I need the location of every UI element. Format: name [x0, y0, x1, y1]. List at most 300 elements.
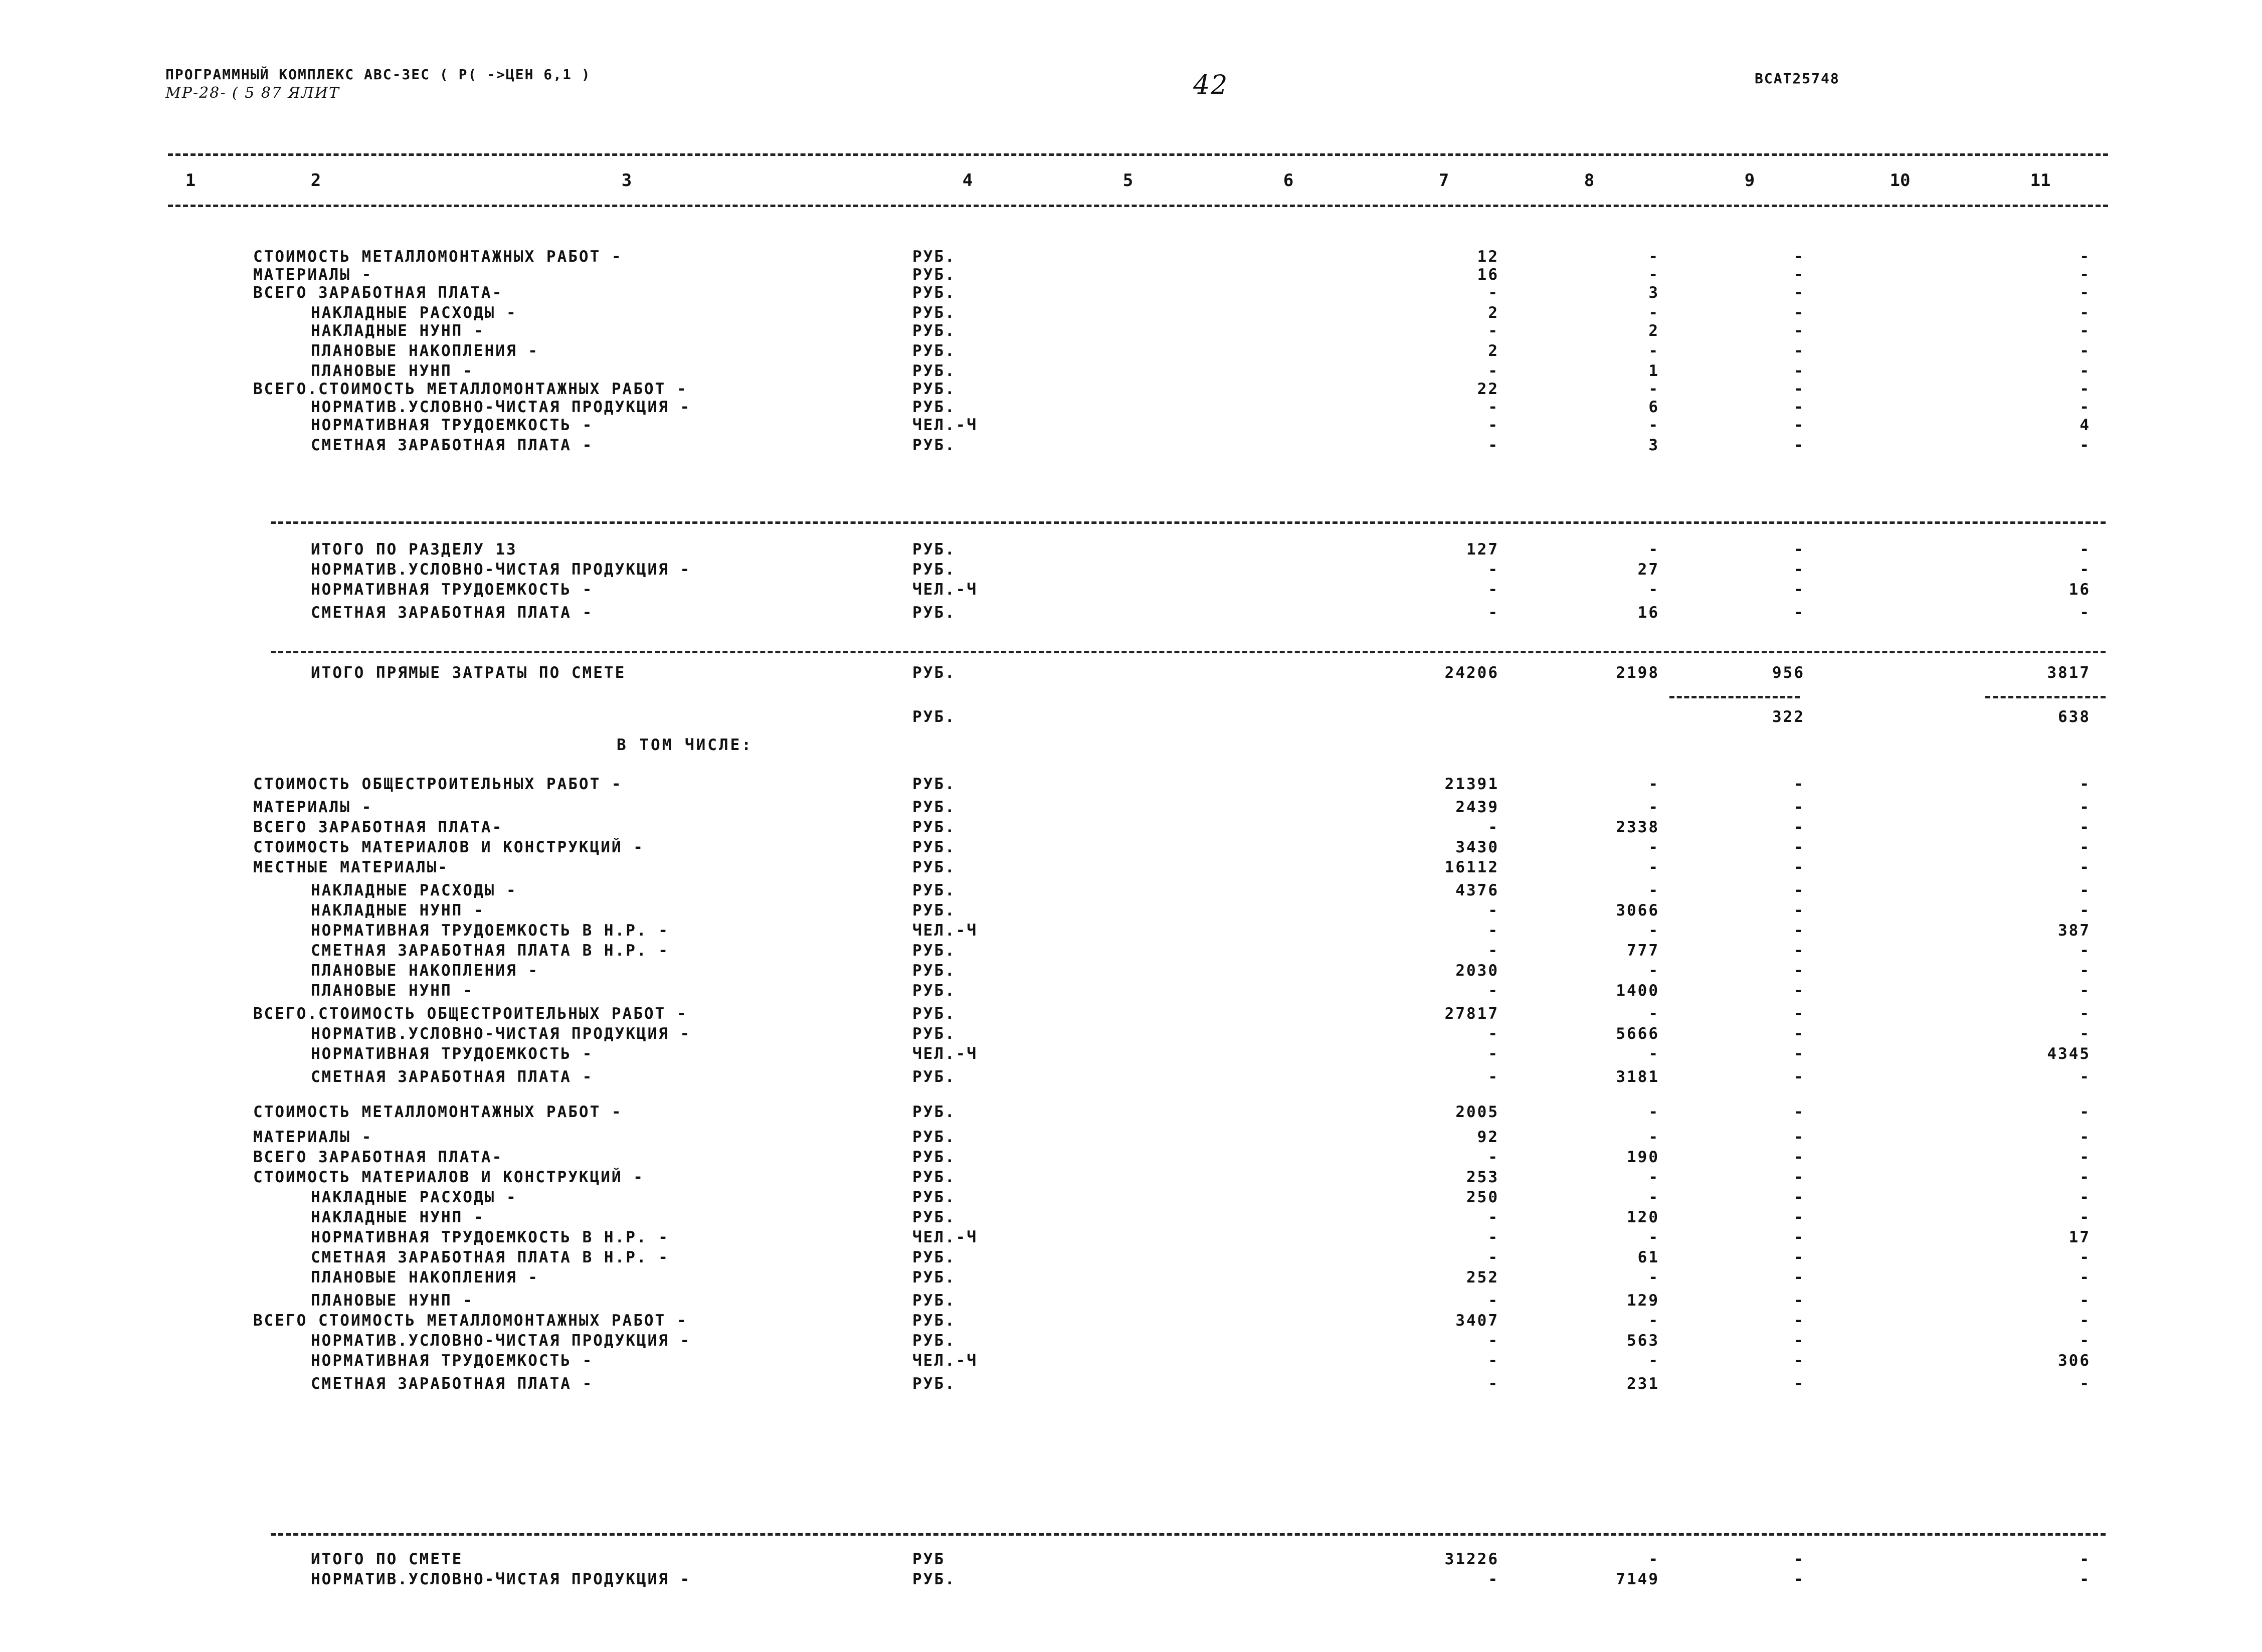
- row-unit: РУБ.: [912, 1068, 956, 1086]
- row-value-col8: -: [1648, 1268, 1659, 1287]
- row-unit: РУБ.: [912, 540, 956, 559]
- row-value-col8: 61: [1637, 1248, 1659, 1266]
- row-value-col9: -: [1794, 818, 1805, 836]
- row-name: СТОИМОСТЬ МАТЕРИАЛОВ И КОНСТРУКЦИЙ -: [253, 838, 644, 856]
- row-value-col9: -: [1794, 561, 1805, 579]
- row-value-col8: 563: [1627, 1332, 1659, 1350]
- row-value-col7: 31226: [1444, 1550, 1499, 1568]
- row-value-col11: -: [2080, 982, 2091, 1000]
- row-unit: ЧЕЛ.-Ч: [912, 1228, 978, 1246]
- row-value-col9: -: [1794, 436, 1805, 454]
- row-value-col7: 16: [1477, 266, 1499, 284]
- rule-after-section-13: [271, 521, 2106, 524]
- row-value-col11: -: [2080, 540, 2091, 559]
- row-value-col11: -: [2080, 284, 2091, 302]
- table-row: [0, 579, 2262, 601]
- row-value-col11: -: [2080, 1103, 2091, 1121]
- row-name: ВСЕГО ЗАРАБОТНАЯ ПЛАТА-: [253, 284, 503, 302]
- row-value-col9: -: [1794, 962, 1805, 980]
- col-8: 8: [1584, 170, 1595, 191]
- table-row: [0, 1330, 2262, 1352]
- row-value-col9: -: [1794, 798, 1805, 816]
- row-name: НОРМАТИВНАЯ ТРУДОЕМКОСТЬ -: [311, 416, 594, 434]
- row-value-col7: -: [1488, 322, 1499, 340]
- table-row: [0, 856, 2262, 878]
- row-value-col7: -: [1488, 922, 1499, 940]
- table-row: [0, 1226, 2262, 1248]
- row-value-col7: 2: [1488, 304, 1499, 322]
- row-value-col7: -: [1488, 362, 1499, 380]
- row-value-col8: 1400: [1616, 982, 1659, 1000]
- row-value-col7: -: [1488, 398, 1499, 416]
- row-value-col8: 3: [1648, 436, 1659, 454]
- row-unit: РУБ.: [912, 284, 956, 302]
- row-value-col11: 4345: [2047, 1045, 2091, 1063]
- row-name: ПЛАНОВЫЕ НУНП -: [311, 982, 474, 1000]
- table-row: [0, 1126, 2262, 1148]
- row-value-col11: -: [2080, 901, 2091, 920]
- row-value-col7: 3430: [1455, 838, 1499, 856]
- page-number: 42: [1193, 70, 1229, 100]
- row-value-col9: -: [1794, 1248, 1805, 1266]
- row-value-col8: -: [1648, 248, 1659, 266]
- row-name: СМЕТНАЯ ЗАРАБОТНАЯ ПЛАТА В Н.Р. -: [311, 1248, 669, 1266]
- row-value-col7: 4376: [1455, 881, 1499, 899]
- document-number: ВСАТ25748: [1755, 70, 1840, 87]
- row-value-col11: -: [2080, 1168, 2091, 1186]
- row-value-col9: 322: [1772, 708, 1805, 726]
- row-value-col8: 3181: [1616, 1068, 1659, 1086]
- row-value-col8: 27: [1637, 561, 1659, 579]
- col-7: 7: [1438, 170, 1449, 191]
- row-name: ПЛАНОВЫЕ НАКОПЛЕНИЯ -: [311, 342, 539, 360]
- row-value-col8: -: [1648, 838, 1659, 856]
- row-unit: РУБ.: [912, 1312, 956, 1330]
- row-value-col8: -: [1648, 1312, 1659, 1330]
- row-name: СТОИМОСТЬ МЕТАЛЛОМОНТАЖНЫХ РАБОТ -: [253, 248, 623, 266]
- row-value-col11: -: [2080, 838, 2091, 856]
- row-value-col7: 250: [1466, 1188, 1499, 1206]
- row-value-col11: -: [2080, 818, 2091, 836]
- col-6: 6: [1283, 170, 1294, 191]
- row-value-col9: -: [1794, 1268, 1805, 1287]
- row-value-col7: -: [1488, 581, 1499, 599]
- row-value-col8: 120: [1627, 1208, 1659, 1226]
- row-unit: РУБ.: [912, 266, 956, 284]
- row-value-col8: 3066: [1616, 901, 1659, 920]
- row-name: МАТЕРИАЛЫ -: [253, 1128, 373, 1146]
- row-value-col11: -: [2080, 322, 2091, 340]
- row-value-col9: -: [1794, 604, 1805, 622]
- row-value-col11: -: [2080, 1292, 2091, 1310]
- row-value-col8: -: [1648, 775, 1659, 793]
- row-value-col8: -: [1648, 1128, 1659, 1146]
- table-row: [0, 1266, 2262, 1289]
- row-value-col7: -: [1488, 1045, 1499, 1063]
- row-unit: РУБ.: [912, 1148, 956, 1166]
- row-value-col11: -: [2080, 1375, 2091, 1393]
- header-bottom-rule: [168, 205, 2108, 207]
- row-name: СМЕТНАЯ ЗАРАБОТНАЯ ПЛАТА В Н.Р. -: [311, 942, 669, 960]
- row-value-col8: 2338: [1616, 818, 1659, 836]
- row-value-col9: -: [1794, 1103, 1805, 1121]
- row-value-col8: 2: [1648, 322, 1659, 340]
- row-value-col11: -: [2080, 1068, 2091, 1086]
- row-unit: ЧЕЛ.-Ч: [912, 1352, 978, 1370]
- row-name: НОРМАТИВ.УСЛОВНО-ЧИСТАЯ ПРОДУКЦИЯ -: [311, 398, 691, 416]
- row-unit: РУБ.: [912, 1168, 956, 1186]
- row-unit: ЧЕЛ.-Ч: [912, 1045, 978, 1063]
- row-value-col7: -: [1488, 1332, 1499, 1350]
- row-value-col9: -: [1794, 1045, 1805, 1063]
- row-value-col11: -: [2080, 775, 2091, 793]
- row-value-col9: -: [1794, 1570, 1805, 1588]
- row-value-col11: -: [2080, 362, 2091, 380]
- table-row: [0, 1568, 2262, 1590]
- row-name: НОРМАТИВНАЯ ТРУДОЕМКОСТЬ -: [311, 1045, 594, 1063]
- row-value-col8: -: [1648, 380, 1659, 398]
- row-value-col11: -: [2080, 1208, 2091, 1226]
- row-name: ПЛАНОВЫЕ НУНП -: [311, 362, 474, 380]
- row-value-col8: -: [1648, 798, 1659, 816]
- table-row: [0, 920, 2262, 942]
- row-value-col7: 24206: [1444, 664, 1499, 682]
- row-unit: РУБ.: [912, 901, 956, 920]
- row-value-col9: -: [1794, 1188, 1805, 1206]
- row-value-col8: 16: [1637, 604, 1659, 622]
- row-value-col11: -: [2080, 342, 2091, 360]
- row-name: ВСЕГО ЗАРАБОТНАЯ ПЛАТА-: [253, 1148, 503, 1166]
- row-value-col9: -: [1794, 1332, 1805, 1350]
- row-value-col11: 16: [2068, 581, 2091, 599]
- row-value-col8: 231: [1627, 1375, 1659, 1393]
- row-value-col8: -: [1648, 1005, 1659, 1023]
- row-value-col11: -: [2080, 1148, 2091, 1166]
- row-value-col7: -: [1488, 818, 1499, 836]
- row-value-col8: 1: [1648, 362, 1659, 380]
- row-value-col11: 306: [2058, 1352, 2091, 1370]
- row-value-col7: -: [1488, 901, 1499, 920]
- row-value-col9: -: [1794, 284, 1805, 302]
- row-unit: РУБ.: [912, 362, 956, 380]
- row-value-col7: -: [1488, 1570, 1499, 1588]
- table-row: [0, 414, 2262, 436]
- row-name: СТОИМОСТЬ ОБЩЕСТРОИТЕЛЬНЫХ РАБОТ -: [253, 775, 623, 793]
- row-name: НАКЛАДНЫЕ РАСХОДЫ -: [311, 1188, 517, 1206]
- col-11: 11: [2030, 170, 2051, 191]
- row-name: ВСЕГО ЗАРАБОТНАЯ ПЛАТА-: [253, 818, 503, 836]
- row-value-col11: -: [2080, 1128, 2091, 1146]
- row-unit: РУБ.: [912, 818, 956, 836]
- row-value-col11: -: [2080, 1312, 2091, 1330]
- row-unit: РУБ.: [912, 982, 956, 1000]
- row-value-col7: 127: [1466, 540, 1499, 559]
- row-value-col8: 777: [1627, 942, 1659, 960]
- table-row: [0, 1166, 2262, 1188]
- col-10: 10: [1890, 170, 1911, 191]
- row-unit: РУБ.: [912, 1128, 956, 1146]
- row-unit: РУБ.: [912, 1005, 956, 1023]
- row-unit: РУБ.: [912, 248, 956, 266]
- row-value-col11: 638: [2058, 708, 2091, 726]
- row-value-col9: -: [1794, 380, 1805, 398]
- table-row: [0, 538, 2262, 561]
- row-value-col9: -: [1794, 342, 1805, 360]
- row-value-col7: 2439: [1455, 798, 1499, 816]
- row-value-col11: -: [2080, 1188, 2091, 1206]
- row-value-col11: -: [2080, 266, 2091, 284]
- row-value-col7: -: [1488, 1248, 1499, 1266]
- row-unit: РУБ.: [912, 436, 956, 454]
- row-value-col8: -: [1648, 1352, 1659, 1370]
- row-name: НОРМАТИВ.УСЛОВНО-ЧИСТАЯ ПРОДУКЦИЯ -: [311, 1570, 691, 1588]
- row-name: ВСЕГО СТОИМОСТЬ МЕТАЛЛОМОНТАЖНЫХ РАБОТ -: [253, 1312, 688, 1330]
- table-row: [0, 340, 2262, 362]
- row-unit: РУБ.: [912, 304, 956, 322]
- row-value-col9: -: [1794, 304, 1805, 322]
- row-value-col9: -: [1794, 1550, 1805, 1568]
- table-row: [0, 1101, 2262, 1123]
- row-name: СМЕТНАЯ ЗАРАБОТНАЯ ПЛАТА -: [311, 604, 594, 622]
- rule-before-estimate-total: [271, 1533, 2106, 1536]
- row-unit: ЧЕЛ.-Ч: [912, 581, 978, 599]
- row-name: ПЛАНОВЫЕ НАКОПЛЕНИЯ -: [311, 962, 539, 980]
- row-name: ПЛАНОВЫЕ НУНП -: [311, 1292, 474, 1310]
- row-value-col8: -: [1648, 1103, 1659, 1121]
- row-name: ВСЕГО.СТОИМОСТЬ ОБЩЕСТРОИТЕЛЬНЫХ РАБОТ -: [253, 1005, 688, 1023]
- row-unit: РУБ.: [912, 1025, 956, 1043]
- rule-before-direct-costs: [271, 651, 2106, 653]
- row-unit: РУБ.: [912, 962, 956, 980]
- row-name: НАКЛАДНЫЕ НУНП -: [311, 322, 485, 340]
- row-value-col8: -: [1648, 1550, 1659, 1568]
- row-value-col11: -: [2080, 942, 2091, 960]
- row-value-col7: -: [1488, 604, 1499, 622]
- row-value-col9: -: [1794, 416, 1805, 434]
- row-name: МАТЕРИАЛЫ -: [253, 798, 373, 816]
- row-value-col8: -: [1648, 416, 1659, 434]
- row-name: НАКЛАДНЫЕ РАСХОДЫ -: [311, 304, 517, 322]
- row-value-col9: -: [1794, 1352, 1805, 1370]
- row-name: НОРМАТИВНАЯ ТРУДОЕМКОСТЬ В Н.Р. -: [311, 922, 669, 940]
- row-unit: ЧЕЛ.-Ч: [912, 922, 978, 940]
- row-value-col7: 12: [1477, 248, 1499, 266]
- row-value-col7: 2005: [1455, 1103, 1499, 1121]
- row-unit: ЧЕЛ.-Ч: [912, 416, 978, 434]
- table-row: [0, 282, 2262, 304]
- row-value-col9: -: [1794, 1148, 1805, 1166]
- row-value-col9: -: [1794, 1068, 1805, 1086]
- row-name: МЕСТНЫЕ МАТЕРИАЛЫ-: [253, 858, 449, 876]
- row-value-col7: -: [1488, 284, 1499, 302]
- row-value-col11: -: [2080, 1550, 2091, 1568]
- top-rule: [168, 153, 2108, 156]
- row-value-col7: -: [1488, 436, 1499, 454]
- col-3: 3: [621, 170, 632, 191]
- row-unit: РУБ.: [912, 838, 956, 856]
- table-row: [0, 706, 2262, 728]
- row-name: НАКЛАДНЫЕ НУНП -: [311, 901, 485, 920]
- table-row: [0, 773, 2262, 795]
- table-row: [0, 1146, 2262, 1168]
- table-row: [0, 1003, 2262, 1025]
- row-name: НОРМАТИВ.УСЛОВНО-ЧИСТАЯ ПРОДУКЦИЯ -: [311, 1025, 691, 1043]
- row-value-col8: -: [1648, 1045, 1659, 1063]
- row-value-col7: 2030: [1455, 962, 1499, 980]
- row-value-col11: -: [2080, 561, 2091, 579]
- row-value-col8: 6: [1648, 398, 1659, 416]
- row-value-col9: -: [1794, 1128, 1805, 1146]
- row-unit: РУБ.: [912, 1292, 956, 1310]
- row-value-col9: -: [1794, 1292, 1805, 1310]
- row-name: СМЕТНАЯ ЗАРАБОТНАЯ ПЛАТА -: [311, 1068, 594, 1086]
- col-4: 4: [962, 170, 973, 191]
- row-value-col7: -: [1488, 1228, 1499, 1246]
- row-value-col7: 21391: [1444, 775, 1499, 793]
- row-unit: РУБ.: [912, 1332, 956, 1350]
- header-handwritten-note: МР-28- ( 5 87 ЯЛИТ: [165, 84, 340, 102]
- row-value-col11: -: [2080, 881, 2091, 899]
- row-name: НОРМАТИВНАЯ ТРУДОЕМКОСТЬ -: [311, 581, 594, 599]
- row-name: СТОИМОСТЬ МЕТАЛЛОМОНТАЖНЫХ РАБОТ -: [253, 1103, 623, 1121]
- table-row: [0, 1206, 2262, 1228]
- row-unit: РУБ.: [912, 1570, 956, 1588]
- row-value-col8: -: [1648, 881, 1659, 899]
- col-1: 1: [185, 170, 196, 191]
- row-value-col8: -: [1648, 1228, 1659, 1246]
- row-value-col7: -: [1488, 1375, 1499, 1393]
- table-row: [0, 980, 2262, 1002]
- row-unit: РУБ.: [912, 1208, 956, 1226]
- table-row: [0, 434, 2262, 456]
- row-value-col9: -: [1794, 881, 1805, 899]
- row-value-col11: -: [2080, 858, 2091, 876]
- row-value-col7: -: [1488, 1148, 1499, 1166]
- row-value-col11: -: [2080, 1268, 2091, 1287]
- row-value-col11: -: [2080, 380, 2091, 398]
- row-value-col8: -: [1648, 581, 1659, 599]
- row-unit: РУБ.: [912, 561, 956, 579]
- row-value-col8: -: [1648, 540, 1659, 559]
- row-unit: РУБ.: [912, 322, 956, 340]
- row-name: ИТОГО ПРЯМЫЕ ЗАТРАТЫ ПО СМЕТЕ: [311, 664, 626, 682]
- row-value-col9: -: [1794, 266, 1805, 284]
- row-value-col7: 3407: [1455, 1312, 1499, 1330]
- row-value-col9: -: [1794, 922, 1805, 940]
- col-5: 5: [1122, 170, 1134, 191]
- row-value-col11: 387: [2058, 922, 2091, 940]
- row-value-col11: -: [2080, 1332, 2091, 1350]
- table-row: [0, 1186, 2262, 1208]
- row-name: СМЕТНАЯ ЗАРАБОТНАЯ ПЛАТА -: [311, 436, 594, 454]
- row-value-col11: -: [2080, 1005, 2091, 1023]
- row-unit: РУБ.: [912, 942, 956, 960]
- row-value-col9: -: [1794, 942, 1805, 960]
- table-row: [0, 1043, 2262, 1065]
- row-value-col7: 92: [1477, 1128, 1499, 1146]
- table-row: [0, 940, 2262, 962]
- row-value-col11: -: [2080, 798, 2091, 816]
- row-value-col11: -: [2080, 436, 2091, 454]
- row-value-col11: -: [2080, 1248, 2091, 1266]
- row-value-col7: -: [1488, 1025, 1499, 1043]
- row-value-col7: -: [1488, 942, 1499, 960]
- row-value-col8: -: [1648, 304, 1659, 322]
- row-unit: РУБ.: [912, 1188, 956, 1206]
- row-unit: РУБ.: [912, 1248, 956, 1266]
- row-unit: РУБ.: [912, 708, 956, 726]
- row-value-col11: -: [2080, 304, 2091, 322]
- row-unit: РУБ.: [912, 398, 956, 416]
- row-value-col11: 3817: [2047, 664, 2091, 682]
- row-value-col9: -: [1794, 838, 1805, 856]
- section-in-that-number: В ТОМ ЧИСЛЕ:: [617, 736, 753, 754]
- table-row: [0, 960, 2262, 982]
- table-row: [0, 1290, 2262, 1312]
- row-value-col9: -: [1794, 1228, 1805, 1246]
- rule-col11-subtotal: [1985, 696, 2106, 698]
- row-value-col11: 17: [2068, 1228, 2091, 1246]
- row-unit: РУБ: [912, 1550, 945, 1568]
- row-value-col7: -: [1488, 1068, 1499, 1086]
- row-value-col9: -: [1794, 901, 1805, 920]
- row-name: ИТОГО ПО СМЕТЕ: [311, 1550, 463, 1568]
- row-unit: РУБ.: [912, 380, 956, 398]
- row-unit: РУБ.: [912, 1268, 956, 1287]
- row-name: НОРМАТИВ.УСЛОВНО-ЧИСТАЯ ПРОДУКЦИЯ -: [311, 1332, 691, 1350]
- row-value-col11: -: [2080, 1570, 2091, 1588]
- row-value-col9: -: [1794, 1375, 1805, 1393]
- row-value-col7: -: [1488, 561, 1499, 579]
- table-row: [0, 1350, 2262, 1372]
- row-value-col7: 22: [1477, 380, 1499, 398]
- row-value-col8: -: [1648, 342, 1659, 360]
- table-row: [0, 816, 2262, 838]
- row-value-col9: -: [1794, 1005, 1805, 1023]
- row-value-col11: -: [2080, 248, 2091, 266]
- row-unit: РУБ.: [912, 858, 956, 876]
- row-value-col11: 4: [2080, 416, 2091, 434]
- row-value-col8: 7149: [1616, 1570, 1659, 1588]
- row-value-col8: -: [1648, 1168, 1659, 1186]
- row-value-col9: -: [1794, 362, 1805, 380]
- row-value-col11: -: [2080, 398, 2091, 416]
- row-unit: РУБ.: [912, 881, 956, 899]
- row-name: МАТЕРИАЛЫ -: [253, 266, 373, 284]
- row-unit: РУБ.: [912, 604, 956, 622]
- row-unit: РУБ.: [912, 1103, 956, 1121]
- row-name: СМЕТНАЯ ЗАРАБОТНАЯ ПЛАТА -: [311, 1375, 594, 1393]
- row-value-col8: 5666: [1616, 1025, 1659, 1043]
- row-value-col7: 253: [1466, 1168, 1499, 1186]
- row-value-col8: 2198: [1616, 664, 1659, 682]
- row-value-col9: -: [1794, 775, 1805, 793]
- row-value-col11: -: [2080, 604, 2091, 622]
- row-value-col11: -: [2080, 962, 2091, 980]
- row-name: НОРМАТИВ.УСЛОВНО-ЧИСТАЯ ПРОДУКЦИЯ -: [311, 561, 691, 579]
- row-value-col9: -: [1794, 858, 1805, 876]
- row-value-col9: -: [1794, 322, 1805, 340]
- table-row: [0, 899, 2262, 922]
- row-value-col9: -: [1794, 1312, 1805, 1330]
- row-value-col11: -: [2080, 1025, 2091, 1043]
- row-value-col7: -: [1488, 416, 1499, 434]
- row-value-col8: -: [1648, 266, 1659, 284]
- row-value-col7: -: [1488, 1208, 1499, 1226]
- row-value-col9: 956: [1772, 664, 1805, 682]
- row-name: ИТОГО ПО РАЗДЕЛУ 13: [311, 540, 517, 559]
- col-9: 9: [1744, 170, 1755, 191]
